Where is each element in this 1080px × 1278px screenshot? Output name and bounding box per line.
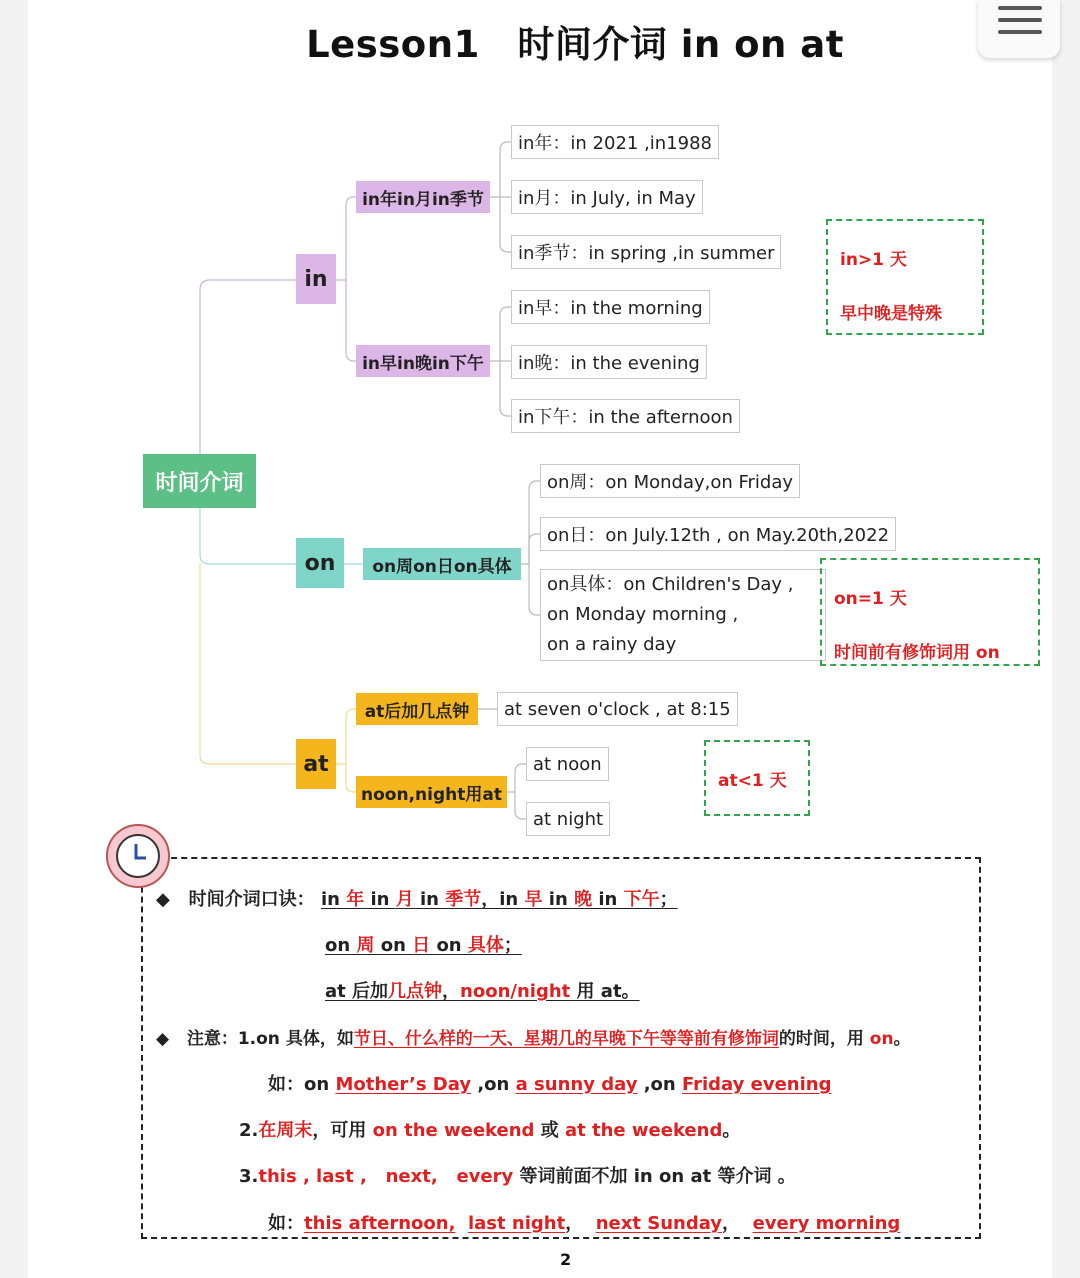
- summary-mnemonic-row: [156, 885, 678, 911]
- text: this afternoon,: [304, 1213, 456, 1234]
- text: on: [430, 935, 468, 956]
- text: Mother’s Day: [335, 1074, 472, 1095]
- note-label: 注意：: [186, 1029, 238, 1049]
- text: ，可用: [312, 1120, 373, 1141]
- leaf-on-specific-line2: on Monday morning ,: [547, 604, 739, 625]
- text: 1.on 具体，如: [237, 1029, 354, 1049]
- leaf-in-month: in月：in July, in May: [511, 180, 703, 214]
- text: 周: [356, 935, 375, 956]
- leaf-on-specific-line3: on a rainy day: [547, 634, 677, 655]
- text: [455, 1213, 468, 1234]
- note-in: [826, 219, 984, 335]
- text: 日: [412, 935, 431, 956]
- branch-at: at: [296, 739, 336, 789]
- mnemonic-line3: [325, 977, 640, 1003]
- leaf-in-evening: in晚：in the evening: [511, 345, 707, 379]
- leaf-in-afternoon: in下午：in the afternoon: [511, 399, 740, 433]
- text: a sunny day: [515, 1074, 638, 1095]
- text: 节日、什么样的一天、星期几的早晚下午等等前有修饰词: [353, 1029, 779, 1049]
- clock-hands: [118, 836, 158, 876]
- text: 年: [346, 889, 365, 910]
- branch-at-sub1: at后加几点钟: [356, 693, 478, 725]
- text: at 后加: [325, 981, 389, 1002]
- note1-row: [156, 1024, 911, 1049]
- text: ，: [442, 981, 461, 1002]
- leaf-in-morning: in早：in the morning: [511, 290, 710, 324]
- mnemonic-label: 时间介词口诀：: [188, 889, 315, 910]
- text: ,on: [471, 1074, 516, 1095]
- text: Friday evening: [681, 1074, 832, 1095]
- branch-on: on: [296, 538, 344, 588]
- text: on: [325, 935, 357, 956]
- clock-icon: [106, 824, 170, 888]
- text: 2.: [239, 1120, 259, 1141]
- branch-at-sub2: noon,night用at: [356, 776, 507, 808]
- text: 3.: [239, 1166, 259, 1187]
- text: 如：on: [268, 1074, 336, 1095]
- branch-in: in: [296, 254, 336, 304]
- branch-in-sub1: in年in月in季节: [356, 181, 490, 213]
- text: ，in: [481, 889, 525, 910]
- text: on the weekend: [372, 1120, 535, 1141]
- mnemonic-line2: [325, 931, 522, 957]
- leaf-on-date: on日：on July.12th , on May.20th,2022: [540, 517, 896, 551]
- note-at: [704, 740, 810, 816]
- note-at-line1: at<1 天: [718, 771, 787, 791]
- text: 晚: [574, 889, 593, 910]
- text: 等词前面不加 in on at 等介词 。: [513, 1166, 796, 1187]
- text: in: [542, 889, 575, 910]
- text: 具体: [467, 935, 504, 956]
- note-in-line2: 早中晚是特殊: [840, 304, 942, 324]
- text: 。: [722, 1120, 741, 1141]
- bullet-diamond-icon: ◆: [156, 889, 170, 910]
- page-title: Lesson1 时间介词 in on at: [306, 23, 844, 66]
- text: in: [413, 889, 446, 910]
- note3-row: [239, 1162, 796, 1188]
- branch-on-sub1: on周on日on具体: [363, 548, 521, 580]
- note-on-line2: 时间前有修饰词用 on: [834, 643, 1000, 663]
- leaf-on-specific-line1: on具体：on Children's Day ,: [547, 574, 794, 595]
- mindmap-root: 时间介词: [143, 454, 256, 508]
- text: on: [869, 1029, 894, 1049]
- text: ；: [659, 889, 678, 910]
- text: 季节: [445, 889, 482, 910]
- note-on: [820, 558, 1040, 666]
- note3-example-row: [268, 1209, 900, 1235]
- page-number: 2: [560, 1250, 572, 1269]
- bullet-diamond-icon: ◆: [156, 1029, 170, 1049]
- text: 下午: [623, 889, 660, 910]
- note-on-line1: on=1 天: [834, 589, 907, 609]
- branch-in-sub2: in早in晚in下午: [356, 345, 490, 377]
- text: 或: [534, 1120, 565, 1141]
- text: in: [592, 889, 624, 910]
- text: 的时间，用: [778, 1029, 870, 1049]
- clock-face: [116, 834, 160, 878]
- mnemonic-line1: [321, 889, 678, 910]
- text: ,on: [637, 1074, 682, 1095]
- text: 几点钟: [388, 981, 443, 1002]
- leaf-at-night: at night: [526, 802, 610, 836]
- text: 用 at。: [570, 981, 640, 1002]
- text: ，: [722, 1213, 753, 1234]
- text: 。: [893, 1029, 911, 1049]
- leaf-in-season: in季节：in spring ,in summer: [511, 235, 781, 269]
- text: in: [320, 889, 347, 910]
- text: 在周末: [258, 1120, 313, 1141]
- text: noon/night: [460, 981, 571, 1002]
- leaf-on-weekday: on周：on Monday,on Friday: [540, 464, 800, 498]
- text: ；: [503, 935, 522, 956]
- text: 早: [524, 889, 543, 910]
- leaf-at-clock: at seven o'clock , at 8:15: [497, 692, 738, 726]
- text: 如：: [268, 1213, 304, 1234]
- note-in-line1: in>1 天: [840, 250, 907, 270]
- text: 月: [395, 889, 414, 910]
- note1-example-row: [268, 1070, 832, 1096]
- text: on: [374, 935, 413, 956]
- text: ，: [565, 1213, 596, 1234]
- leaf-in-year: in年：in 2021 ,in1988: [511, 125, 719, 159]
- text: in: [364, 889, 396, 910]
- leaf-on-specific: [540, 569, 826, 661]
- text: every morning: [752, 1213, 901, 1234]
- text: next Sunday: [595, 1213, 723, 1234]
- leaf-at-noon: at noon: [526, 747, 609, 781]
- text: last night: [467, 1213, 566, 1234]
- note2-row: [239, 1116, 740, 1142]
- text: at the weekend: [564, 1120, 723, 1141]
- text: this , last , next, every: [258, 1166, 514, 1187]
